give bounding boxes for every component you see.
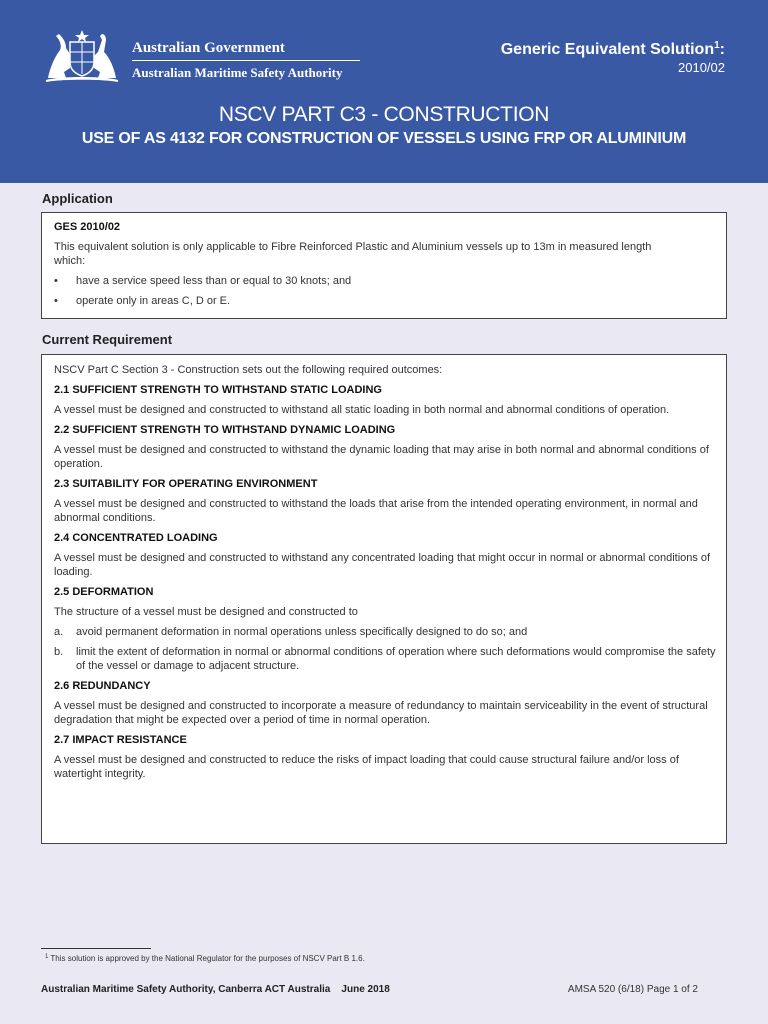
footnote xyxy=(45,952,365,964)
section-title: 2.1 SUFFICIENT STRENGTH TO WITHSTAND STATIC LOADING xyxy=(54,384,382,396)
list-item-text: have a service speed less than or equal to 30 knots; and xyxy=(76,275,352,287)
page-title: NSCV PART C3 - CONSTRUCTION xyxy=(218,103,550,126)
list-item-text: operate only in areas C, D or E. xyxy=(76,295,231,307)
page-subtitle: USE OF AS 4132 FOR CONSTRUCTION OF VESSELS USING FRP OR ALUMINIUM xyxy=(81,130,687,147)
section-title: 2.5 DEFORMATION xyxy=(54,586,154,598)
list-marker: a. xyxy=(54,626,64,638)
header-banner xyxy=(0,0,768,183)
list-item-text: limit the extent of deformation in normal or abnormal conditions of operation where such deformations would compromise the safety of the vessel or damage to adjacent structure. xyxy=(76,646,716,672)
agency-name: Australian Maritime Safety Authority xyxy=(132,65,343,80)
ges-label-text: Generic Equivalent Solution xyxy=(500,41,715,58)
ges-label-colon: : xyxy=(719,41,725,58)
coat-of-arms-icon xyxy=(40,28,124,84)
ges-footnote-ref: 1 xyxy=(714,40,720,51)
list-item xyxy=(54,274,716,288)
application-intro xyxy=(54,240,716,268)
list-marker: b. xyxy=(54,646,64,658)
section-body: A vessel must be designed and constructed to reduce the risks of impact loading that could cause structural failure and/or loss of watertight integrity. xyxy=(54,754,679,780)
section-body: The structure of a vessel must be designed and constructed to xyxy=(54,606,358,618)
section-title: 2.3 SUITABILITY FOR OPERATING ENVIRONMENT xyxy=(54,478,318,490)
section-title: 2.7 IMPACT RESISTANCE xyxy=(54,734,187,746)
list-item xyxy=(54,645,716,673)
bullet-marker: • xyxy=(54,275,58,287)
current-requirement-heading: Current Requirement xyxy=(42,332,173,347)
section-body: A vessel must be designed and constructed to withstand any concentrated loading that might occur in normal or abnormal conditions of loading. xyxy=(54,552,711,578)
section-title: 2.4 CONCENTRATED LOADING xyxy=(54,532,218,544)
header-divider xyxy=(132,60,360,61)
footnote-number: 1 xyxy=(45,954,49,960)
section-body: A vessel must be designed and constructed to withstand the dynamic loading that may arise in both normal and abnormal conditions of operation. xyxy=(54,444,709,470)
section-body: A vessel must be designed and constructed to incorporate a measure of redundancy to maintain serviceability in the event of structural degradation that might be expected over a period of time in normal operation. xyxy=(54,700,708,726)
footer-page-info: AMSA 520 (6/18) Page 1 of 2 xyxy=(567,984,698,995)
application-intro-text: This equivalent solution is only applicable to Fibre Reinforced Plastic and Aluminium vessels up to 13m in measured length which: xyxy=(54,241,652,267)
application-heading: Application xyxy=(42,191,113,206)
section-body: A vessel must be designed and constructed to withstand all static loading in both normal and abnormal conditions of operation. xyxy=(54,404,670,416)
list-item-text: avoid permanent deformation in normal operations unless specifically designed to do so; and xyxy=(76,626,528,638)
government-name: Australian Government xyxy=(132,40,285,56)
list-item xyxy=(54,294,716,308)
footnote-divider xyxy=(41,948,151,949)
section-body: A vessel must be designed and constructed to withstand the loads that arise from the intended operating environment, in normal and abnormal conditions. xyxy=(54,498,698,524)
list-item xyxy=(54,625,716,639)
requirement-intro: NSCV Part C Section 3 - Construction sets out the following required outcomes: xyxy=(54,364,443,376)
section-title: 2.2 SUFFICIENT STRENGTH TO WITHSTAND DYNAMIC LOADING xyxy=(54,424,396,436)
current-requirement-box xyxy=(41,354,727,844)
footer-authority: Australian Maritime Safety Authority, Canberra ACT Australia June 2018 xyxy=(41,984,390,995)
section-title: 2.6 REDUNDANCY xyxy=(54,680,151,692)
application-box xyxy=(41,212,727,319)
ges-id: GES 2010/02 xyxy=(54,221,121,233)
bullet-marker: • xyxy=(54,295,58,307)
ges-number: 2010/02 xyxy=(678,60,725,75)
ges-label xyxy=(501,37,725,59)
footnote-text: This solution is approved by the National Regulator for the purposes of NSCV Part B 1.6. xyxy=(48,954,365,963)
